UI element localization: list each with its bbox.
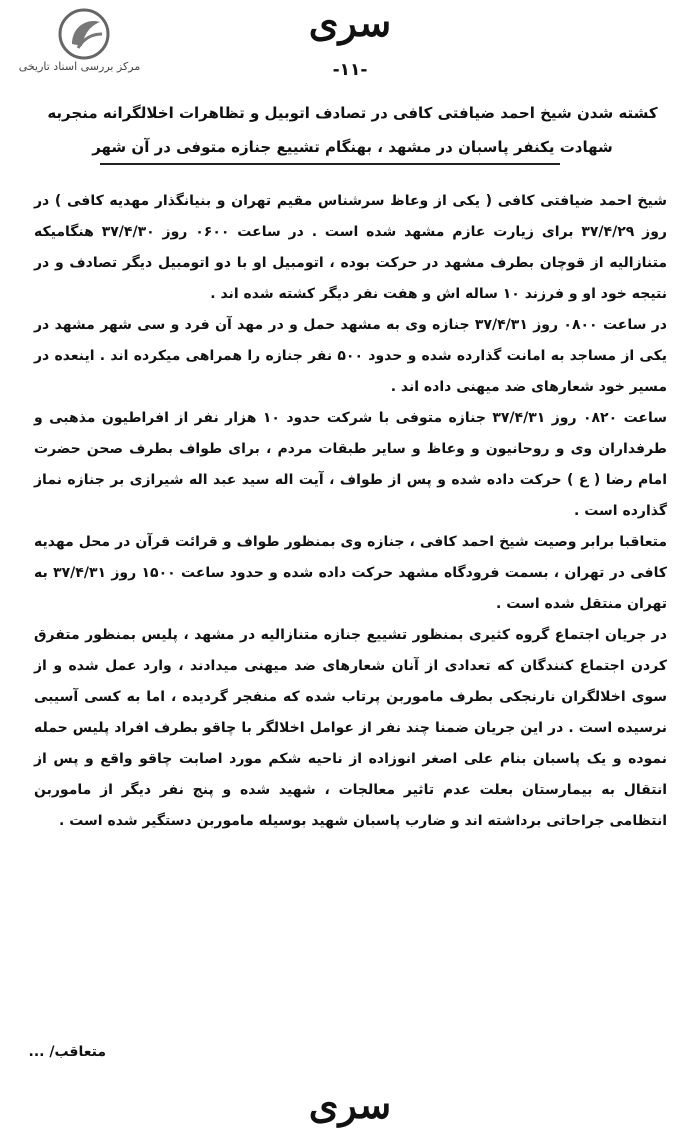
title-line-2: شهادت یکنفر پاسبان در مشهد ، بهنگام تشییع جنازه متوفی در آن شهر: [92, 138, 613, 156]
title-line-1: کشته شدن شیخ احمد ضیافتی کافی در تصادف اتوبیل و تظاهرات اخلالگرانه منجربه: [47, 104, 658, 122]
document-body: [34, 186, 667, 837]
body-paragraph-5: در جریان اجتماع گروه کثیری بمنظور تشییع جنازه متنازالیه در مشهد ، پلیس بمنظور متفرق کردن اجتماع کنندگان که تعدادی از آنان شعارهای ضد میهنی میدادند ، وارد عمل شده و از سوی اخلالگران نارنجکی بطرف ماموربن پرتاب شده که منفجر گردیده ، اما به کسی آسیبی نرسیده است . در این جریان ضمنا چند نفر از عوامل اخلالگر با چاقو بطرف افراد پلیس حمله نموده و یک پاسبان بنام علی اصغر انوزاده از ناحیه شکم مورد اصابت چاقو واقع و پس از انتقال به بیمارستان بعلت عدم تاثیر معالجات ، شهید شده و پنج نفر دیگر از ماموربن انتظامی جراحاتی برداشته اند و ضارب پاسبان شهید بوسیله ماموربن دستگیر شده است .: [34, 627, 667, 829]
body-paragraph-3: ساعت ۰۸۲۰ روز ۳۷/۴/۳۱ جنازه متوفی با شرکت حدود ۱۰ هزار نفر از افراطیون مذهبی و طرفداران وی و روحانیون و وعاظ و سایر طبقات مردم ، برای طواف بطرف صحن حضرت امام رضا ( ع ) حرکت داده شده و پس از طواف ، آیت اله سید عبد اله شیرازی بر جنازه نماز گذارده است .: [34, 410, 667, 519]
continuation-mark: متعاقب/ ...: [28, 1044, 106, 1060]
archive-logo-text: مرکز بررسی اسناد تاریخی: [18, 60, 141, 73]
document-title: [40, 96, 665, 164]
document-number: -۱۱-: [332, 60, 368, 80]
body-paragraph-4: متعاقبا برابر وصیت شیخ احمد کافی ، جنازه وی بمنظور طواف و قرائت قرآن در محل مهدیه کافی در تهران ، بسمت فرودگاه مشهد حرکت داده شده و حدود ساعت ۱۵۰۰ روز ۳۷/۴/۳۱ به تهران منتقل شده است .: [34, 534, 667, 612]
body-paragraph-2: در ساعت ۰۸۰۰ روز ۳۷/۴/۳۱ جنازه وی به مشهد حمل و در مهد آن فرد و سی شهر مشهد در یکی از مساجد به امانت گذارده شده و حدود ۵۰۰ نفر جنازه را همراهی میکرده اند . اینعده در مسیر خود شعارهای ضد میهنی داده اند .: [34, 317, 667, 395]
title-underline: [100, 163, 560, 165]
classification-footer: سری: [308, 1082, 392, 1127]
body-paragraph-1: شیخ احمد ضیافتی کافی ( یکی از وعاظ سرشناس مقیم تهران و بنیانگذار مهدیه کافی ) در روز ۳۷/۴/۲۹ برای زیارت عازم مشهد شده است . در ساعت ۰۶۰۰ روز ۳۷/۴/۳۰ هنگامیکه متنازالیه از قوچان بطرف مشهد در حرکت بوده ، اتومبیل او با دو اتومبیل دیگر تصادف و در نتیجه خود او و فرزند ۱۰ ساله اش و هفت نفر دیگر کشته شده اند .: [34, 193, 667, 302]
classification-header: سری: [308, 0, 392, 45]
